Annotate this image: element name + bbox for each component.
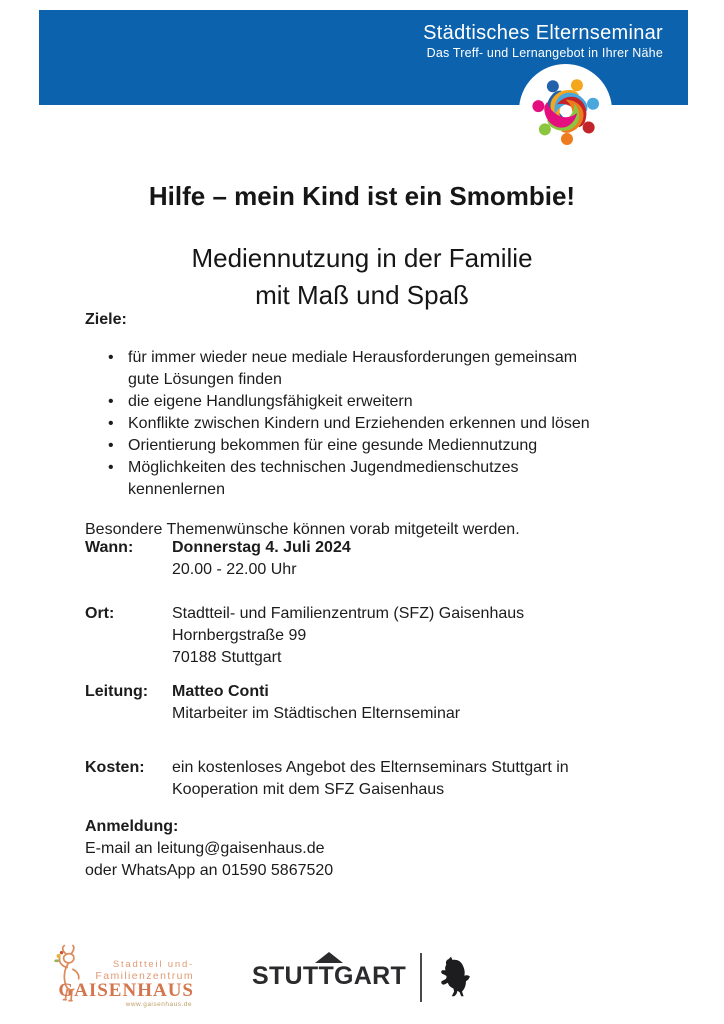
footer-divider xyxy=(420,953,422,1002)
roof-icon xyxy=(315,952,343,963)
location-city: 70188 Stuttgart xyxy=(172,649,282,666)
page-title: Hilfe – mein Kind ist ein Smombie! xyxy=(148,181,576,211)
location-name: Stadtteil- und Familienzentrum (SFZ) Gaisenhaus xyxy=(172,605,525,622)
section-cost xyxy=(85,757,645,801)
section-location xyxy=(85,603,645,669)
location-label: Ort: xyxy=(85,605,115,622)
program-tagline: Das Treff- und Lernangebot in Ihrer Nähe xyxy=(426,46,663,60)
subtitle-line-1: Mediennutzung in der Familie xyxy=(191,243,533,273)
goals-heading: Ziele: xyxy=(85,311,127,328)
topics-note: Besondere Themenwünsche können vorab mitgeteilt werden. xyxy=(85,521,520,538)
gaisenhaus-logo xyxy=(52,942,194,1012)
cost-line-2: Kooperation mit dem SFZ Gaisenhaus xyxy=(172,781,445,798)
list-item: • für immer wieder neue mediale Herausforderungen gemeinsam gute Lösungen finden xyxy=(106,347,631,391)
goals-list xyxy=(106,347,631,501)
section-leader xyxy=(85,681,645,725)
header-text xyxy=(423,21,663,61)
subtitle-line-2: mit Maß und Spaß xyxy=(255,280,469,310)
people-circle-icon xyxy=(526,71,606,151)
registration-email: E-mail an leitung@gaisenhaus.de xyxy=(85,840,325,857)
gaisenhaus-line-2: Familienzentrum xyxy=(95,970,194,982)
registration-whatsapp: oder WhatsApp an 01590 5867520 xyxy=(85,862,334,879)
stuttgart-horse-icon xyxy=(439,956,474,997)
cost-label: Kosten: xyxy=(85,759,145,776)
list-item: • die eigene Handlungsfähigkeit erweitern xyxy=(106,391,631,413)
leader-role: Mitarbeiter im Städtischen Elternseminar xyxy=(172,705,461,722)
list-item: • Möglichkeiten des technischen Jugendmedienschutzes kennenlernen xyxy=(106,457,631,501)
page-subtitle xyxy=(0,240,724,314)
when-time: 20.00 - 22.00 Uhr xyxy=(172,561,297,578)
registration-label: Anmeldung: xyxy=(85,818,179,835)
leader-label: Leitung: xyxy=(85,683,149,700)
stuttgart-wordmark: STUTTGART xyxy=(252,964,406,989)
list-item: • Konflikte zwischen Kindern und Erziehenden erkennen und lösen xyxy=(106,413,631,435)
leader-name: Matteo Conti xyxy=(172,683,269,700)
gaisenhaus-name: GAISENHAUS xyxy=(58,980,194,1001)
cost-line-1: ein kostenloses Angebot des Elternseminars Stuttgart in xyxy=(172,759,569,776)
elternseminar-people-logo xyxy=(519,64,612,157)
section-registration xyxy=(85,816,333,882)
list-item: • Orientierung bekommen für eine gesunde Mediennutzung xyxy=(106,435,631,457)
section-when xyxy=(85,537,645,581)
when-label: Wann: xyxy=(85,539,134,556)
program-title: Städtisches Elternseminar xyxy=(423,22,663,44)
location-street: Hornbergstraße 99 xyxy=(172,627,307,644)
when-date: Donnerstag 4. Juli 2024 xyxy=(172,539,351,556)
gaisenhaus-url: www.gaisenhaus.de xyxy=(125,1001,192,1008)
gaisenhaus-line-1: Stadtteil und- xyxy=(112,959,194,970)
